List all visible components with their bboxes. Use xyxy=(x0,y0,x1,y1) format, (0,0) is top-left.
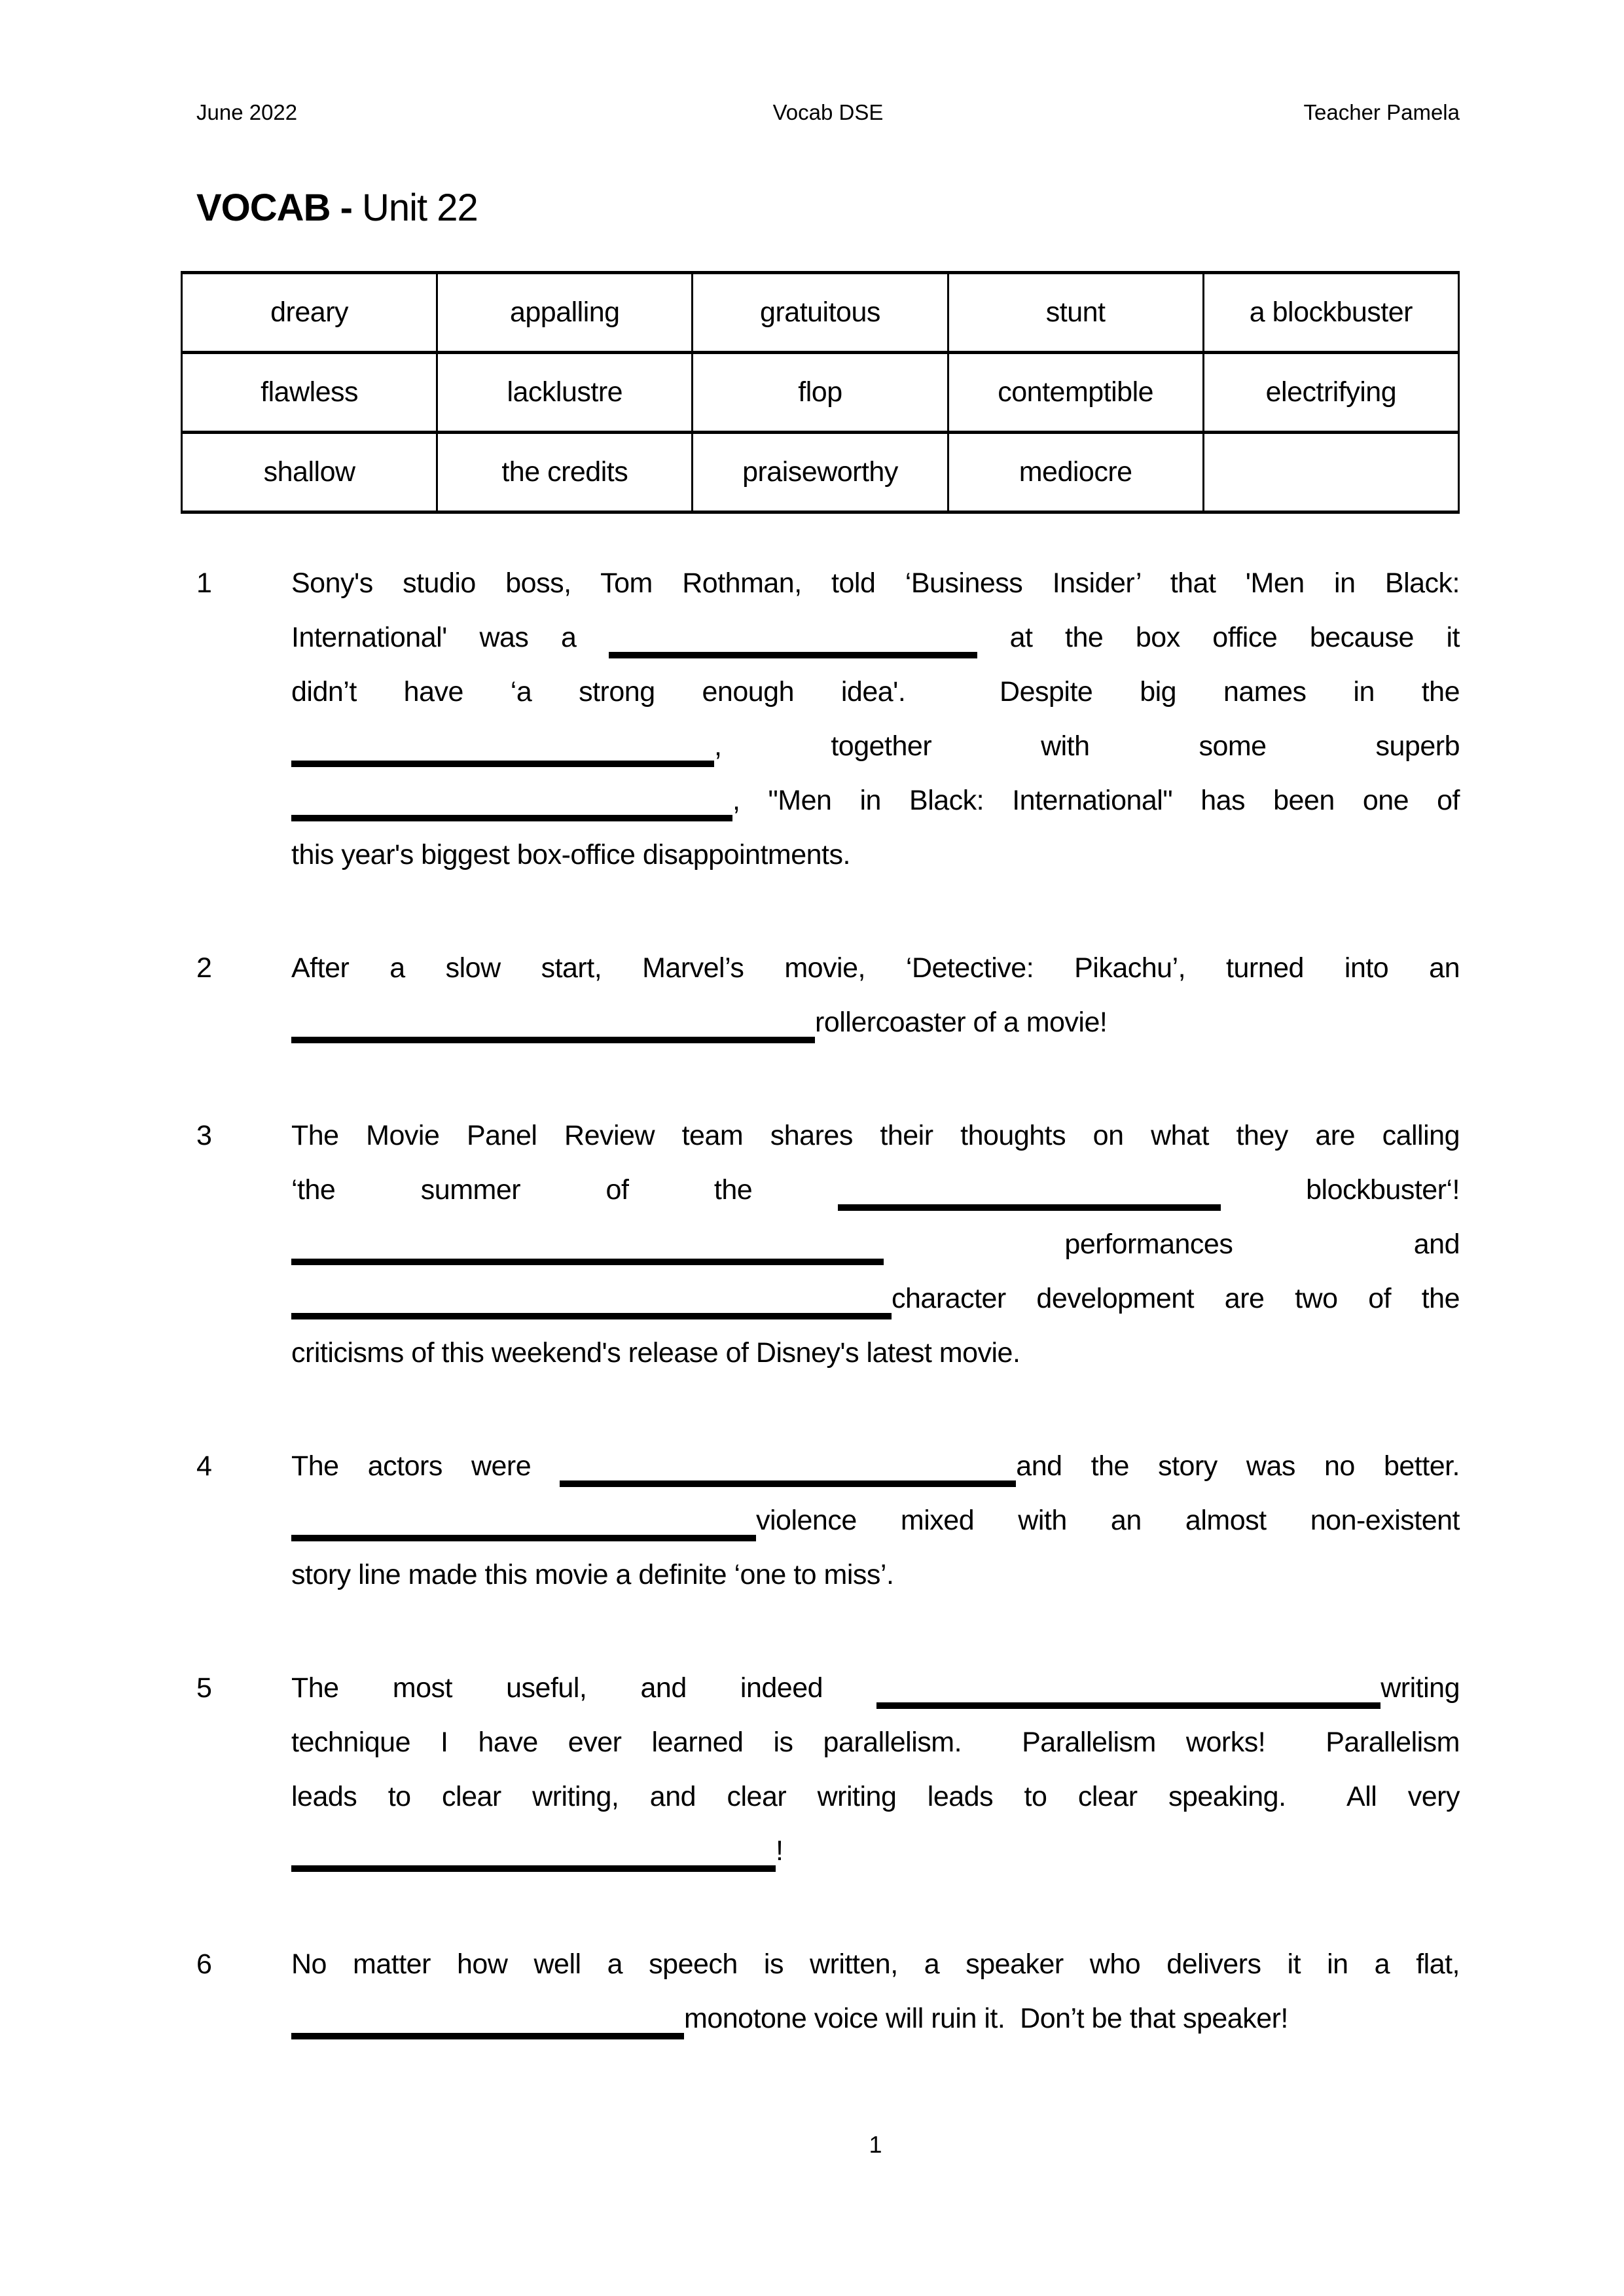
fill-in-blank-line xyxy=(291,1293,892,1319)
item-line xyxy=(291,556,1460,611)
title-bold: VOCAB - xyxy=(196,187,362,229)
text-segment: at the box office because it xyxy=(977,622,1460,653)
exercise-items xyxy=(196,556,1460,2046)
item-line xyxy=(291,665,1460,719)
fill-in-blank-line xyxy=(838,1185,1221,1211)
text-segment: The Movie Panel Review team shares their thoughts on what they are calling xyxy=(291,1120,1460,1151)
vocab-row xyxy=(182,273,1459,353)
vocab-cell: shallow xyxy=(182,433,437,512)
item-line xyxy=(291,611,1460,665)
item-line xyxy=(291,1272,1460,1326)
item-line xyxy=(291,1824,1460,1878)
item-line xyxy=(291,719,1460,774)
text-segment: monotone voice will ruin it. Don’t be that speaker! xyxy=(684,2003,1288,2034)
text-segment: story line made this movie a definite ‘one to miss’. xyxy=(291,1559,894,1590)
page-title xyxy=(196,185,1460,232)
exercise-item xyxy=(196,1661,1460,1878)
vocab-row xyxy=(182,353,1459,433)
header-date: June 2022 xyxy=(196,100,298,124)
fill-in-blank-line xyxy=(291,795,732,821)
vocab-cell: dreary xyxy=(182,273,437,353)
vocab-cell: appalling xyxy=(437,273,693,353)
item-line xyxy=(291,1715,1460,1770)
fill-in-blank-line xyxy=(291,1239,884,1265)
vocab-cell: praiseworthy xyxy=(693,433,948,512)
item-body xyxy=(291,1937,1460,2046)
item-line xyxy=(291,1439,1460,1494)
vocab-cell: stunt xyxy=(948,273,1203,353)
item-number: 6 xyxy=(196,1948,212,1980)
fill-in-blank-line xyxy=(609,632,977,658)
item-line xyxy=(291,1770,1460,1824)
vocab-cell: a blockbuster xyxy=(1203,273,1458,353)
item-line xyxy=(291,828,1460,882)
vocab-row xyxy=(182,433,1459,512)
text-segment: this year's biggest box-office disappointments. xyxy=(291,839,850,870)
item-number: 3 xyxy=(196,1120,212,1151)
fill-in-blank-line xyxy=(876,1683,1380,1709)
item-body xyxy=(291,1661,1460,1878)
item-body xyxy=(291,1109,1460,1380)
vocab-cell: contemptible xyxy=(948,353,1203,433)
item-line xyxy=(291,1163,1460,1217)
fill-in-blank-line xyxy=(291,1515,756,1541)
vocab-cell: flop xyxy=(693,353,948,433)
fill-in-blank-line xyxy=(291,1846,776,1872)
vocab-cell: flawless xyxy=(182,353,437,433)
fill-in-blank-line xyxy=(291,741,714,767)
vocab-cell: mediocre xyxy=(948,433,1203,512)
text-segment: The actors were xyxy=(291,1450,560,1482)
item-line xyxy=(291,941,1460,996)
page-header xyxy=(196,99,1460,126)
item-body xyxy=(291,941,1460,1050)
fill-in-blank-line xyxy=(291,1017,815,1043)
item-line xyxy=(291,1661,1460,1715)
text-segment: criticisms of this weekend's release of Disney's latest movie. xyxy=(291,1337,1020,1369)
item-number: 5 xyxy=(196,1672,212,1704)
header-teacher: Teacher Pamela xyxy=(1303,100,1460,124)
page-number: 1 xyxy=(869,2131,882,2158)
exercise-item xyxy=(196,1439,1460,1602)
item-number: 4 xyxy=(196,1450,212,1482)
text-segment: Sony's studio boss, Tom Rothman, told ‘Business Insider’ that 'Men in Black: xyxy=(291,567,1460,599)
header-subject: Vocab DSE xyxy=(772,100,884,124)
fill-in-blank-line xyxy=(291,2013,684,2039)
exercise-item xyxy=(196,556,1460,882)
text-segment: and the story was no better. xyxy=(1016,1450,1460,1482)
text-segment: performances and xyxy=(884,1229,1460,1260)
vocab-table xyxy=(181,271,1460,514)
item-body xyxy=(291,556,1460,882)
exercise-item xyxy=(196,941,1460,1050)
fill-in-blank-line xyxy=(560,1461,1016,1487)
item-body xyxy=(291,1439,1460,1602)
item-line xyxy=(291,1494,1460,1548)
item-line xyxy=(291,1217,1460,1272)
text-segment: International' was a xyxy=(291,622,609,653)
text-segment: blockbuster‘! xyxy=(1220,1174,1460,1206)
item-line xyxy=(291,996,1460,1050)
text-segment: , "Men in Black: International" has been one of xyxy=(732,785,1460,816)
item-line xyxy=(291,1548,1460,1602)
vocab-cell: electrifying xyxy=(1203,353,1458,433)
vocab-cell: gratuitous xyxy=(693,273,948,353)
text-segment: leads to clear writing, and clear writing leads to clear speaking. All very xyxy=(291,1781,1460,1812)
item-number: 2 xyxy=(196,952,212,984)
text-segment: technique I have ever learned is parallelism. Parallelism works! Parallelism xyxy=(291,1727,1460,1758)
title-unit: Unit 22 xyxy=(362,187,478,229)
exercise-item xyxy=(196,1109,1460,1380)
item-line xyxy=(291,1992,1460,2046)
item-number: 1 xyxy=(196,567,212,599)
text-segment: No matter how well a speech is written, a speaker who delivers it in a flat, xyxy=(291,1948,1460,1980)
text-segment: ! xyxy=(776,1835,784,1867)
text-segment: character development are two of the xyxy=(892,1283,1460,1314)
text-segment: , together with some superb xyxy=(714,730,1460,762)
text-segment: ‘the summer of the xyxy=(291,1174,838,1206)
item-line xyxy=(291,1109,1460,1163)
vocab-cell: the credits xyxy=(437,433,693,512)
text-segment: violence mixed with an almost non-existent xyxy=(756,1505,1460,1536)
item-line xyxy=(291,1326,1460,1380)
item-line xyxy=(291,774,1460,828)
text-segment: writing xyxy=(1380,1672,1460,1704)
text-segment: After a slow start, Marvel’s movie, ‘Detective: Pikachu’, turned into an xyxy=(291,952,1460,984)
text-segment: The most useful, and indeed xyxy=(291,1672,877,1704)
text-segment: rollercoaster of a movie! xyxy=(815,1007,1108,1038)
text-segment: didn’t have ‘a strong enough idea'. Despite big names in the xyxy=(291,676,1460,708)
exercise-item xyxy=(196,1937,1460,2046)
item-line xyxy=(291,1937,1460,1992)
vocab-cell xyxy=(1203,433,1458,512)
vocab-cell: lacklustre xyxy=(437,353,693,433)
